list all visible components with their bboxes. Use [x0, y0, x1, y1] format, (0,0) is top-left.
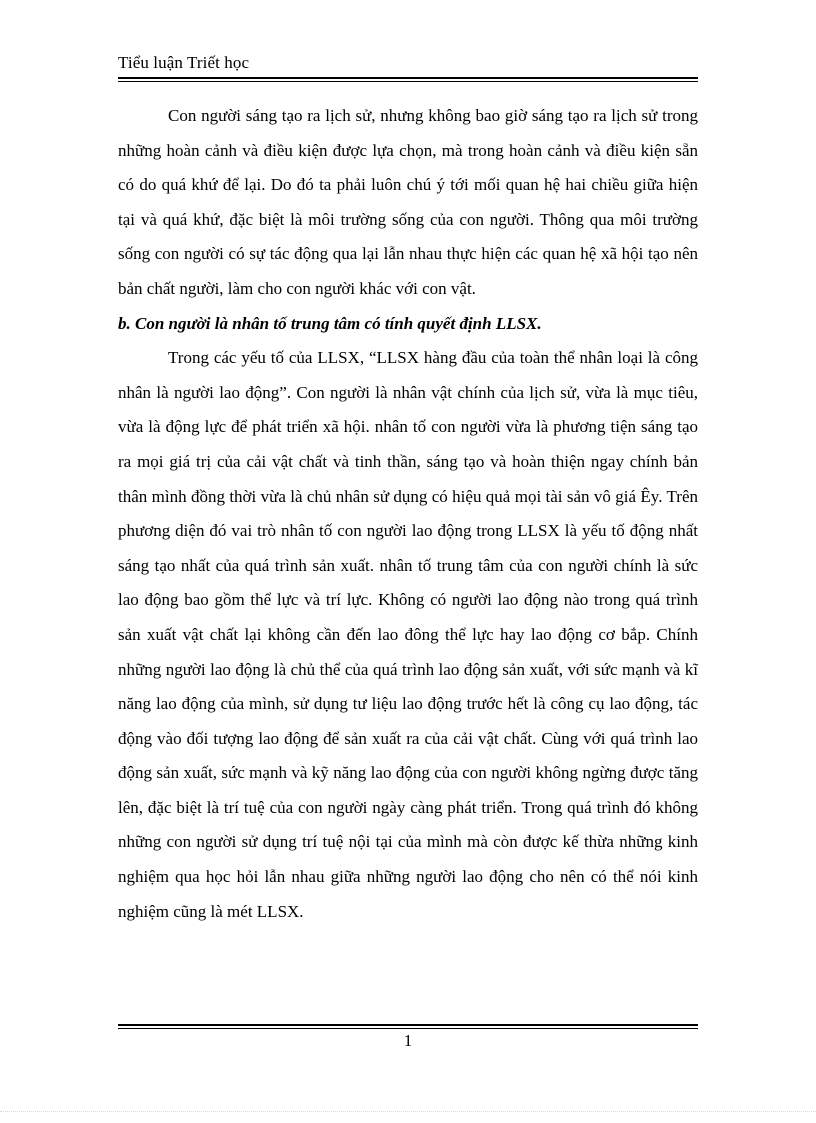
footer-rule	[118, 1024, 698, 1026]
page-number: 1	[403, 1031, 413, 1050]
page-edge-divider	[0, 1111, 816, 1112]
paragraph: Con người sáng tạo ra lịch sử, nhưng không bao giờ sáng tạo ra lịch sử trong những hoàn cảnh và điều kiện được lựa chọn, mà trong hoàn cảnh và điều kiện sẵn có do quá khứ để lại. Do đó ta phải luôn chú ý tới mối quan hệ hai chiều giữa hiện tại và quá khứ, đặc biệt là môi trường sống của con người. Thông qua môi trường sống con người có sự tác động qua lại lẫn nhau thực hiện các quan hệ xã hội tạo nên bản chất người, làm cho con người khác với con vật.	[118, 106, 698, 298]
header-rule	[118, 77, 698, 79]
paragraph: Trong các yếu tố của LLSX, “LLSX hàng đầu của toàn thể nhân loại là công nhân là người lao động”. Con người là nhân vật chính của lịch sử, vừa là mục tiêu, vừa là động lực để phát triển xã hội. nhân tố con người vừa là phương tiện sáng tạo ra mọi giá trị của cải vật chất và tinh thần, sáng tạo và hoàn thiện ngay chính bản thân mình đồng thời vừa là chủ nhân sử dụng có hiệu quả mọi tài sản vô giá Êy. Trên phương diện đó vai trò nhân tố con người lao động trong LLSX là yếu tố động nhất sáng tạo nhất của quá trình sản xuất. nhân tố trung tâm của con người chính là sức lao động bao gồm thể lực và trí lực. Không có người lao động nào trong quá trình sản xuất vật chất lại không cần đến lao đông thể lực hay lao động cơ bắp. Chính những người lao động là chủ thể của quá trình lao động sản xuất, với sức mạnh và kĩ năng lao động của mình, sử dụng tư liệu lao động trước hết là công cụ lao động, tác động vào đối tượng lao động để sản xuất ra của cải vật chất. Cùng với quá trình lao động sản xuất, sức mạnh và kỹ năng lao động của con người không ngừng được tăng lên, đặc biệt là trí tuệ của con người ngày càng phát triển. Trong quá trình đó không những con người sử dụng trí tuệ nội tại của mình mà còn được kế thừa những kinh nghiệm qua học hỏi lẫn nhau giữa những người lao động cho nên có thể nói kinh nghiệm cũng là mét LLSX.	[118, 348, 698, 921]
section-heading: b. Con người là nhân tố trung tâm có tính quyết định LLSX.	[118, 313, 542, 333]
running-header: Tiểu luận Triết học	[118, 53, 250, 72]
body-text	[118, 99, 698, 929]
header-rule-thin	[118, 81, 698, 82]
footer-rule-thin	[118, 1028, 698, 1029]
